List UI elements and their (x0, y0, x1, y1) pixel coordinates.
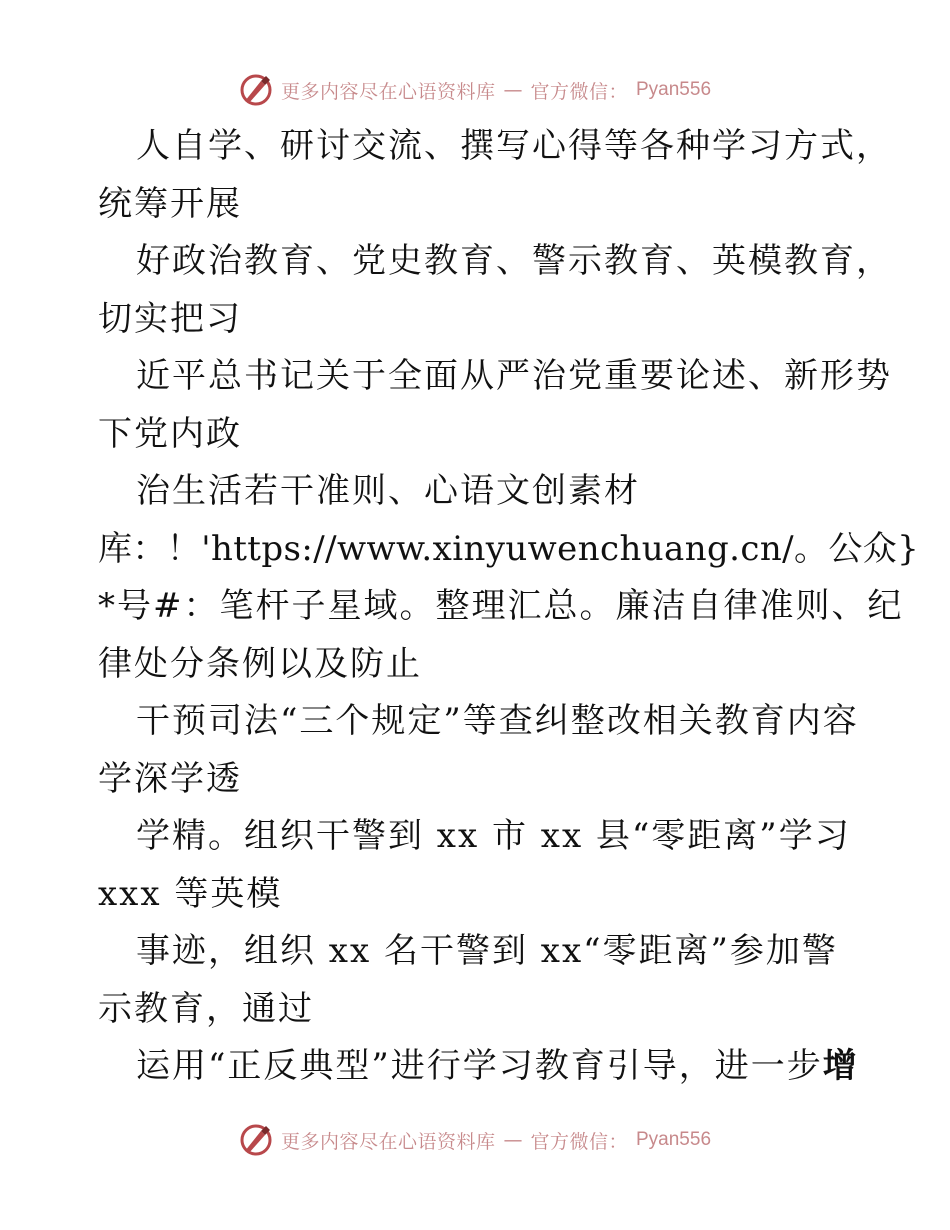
body-line: 干预司法“三个规定”等查纠整改相关教育内容 (136, 701, 859, 741)
watermark-text: 更多内容尽在心语资料库 (280, 80, 496, 103)
watermark-label: 官方微信： (530, 80, 628, 103)
watermark-id: Pyan556 (636, 79, 712, 100)
watermark-id: Pyan556 (636, 1129, 712, 1150)
body-line: 事迹，组织 xx 名干警到 xx“零距离”参加警 (136, 931, 838, 971)
watermark-text: 更多内容尽在心语资料库 (280, 1130, 496, 1153)
watermark-label: 官方微信： (530, 1130, 628, 1153)
body-line: 好政治教育、党史教育、警示教育、英模教育， (136, 241, 892, 281)
body-line: 学精。组织干警到 xx 市 xx 县“零距离”学习 (136, 816, 851, 856)
body-line: 示教育，通过 (98, 988, 314, 1029)
body-line: 下党内政 (98, 413, 242, 454)
body-line: 治生活若干准则、心语文创素材 (136, 471, 640, 511)
body-line-url: 库：！'https://www.xinyuwenchuang.cn/。公众} (98, 528, 920, 569)
body-line: 律处分条例以及防止 (98, 643, 422, 684)
body-line: *号#：笔杆子星域。整理汇总。廉洁自律准则、纪 (98, 586, 904, 626)
body-line: 切实把习 (98, 298, 242, 339)
body-line: 运用“正反典型”进行学习教育引导，进一步增 (136, 1046, 859, 1086)
body-line: 学深学透 (98, 758, 242, 799)
watermark-separator: — (503, 79, 523, 101)
pen-logo-icon (239, 1123, 273, 1157)
watermark-separator: — (503, 1129, 523, 1151)
trailing-char: 增 (822, 1046, 859, 1086)
body-line: 近平总书记关于全面从严治党重要论述、新形势 (136, 356, 892, 396)
header-watermark (0, 72, 950, 108)
body-line: 人自学、研讨交流、撰写心得等各种学习方式， (136, 126, 892, 166)
body-line: xxx 等英模 (98, 873, 283, 914)
footer-watermark (0, 1122, 950, 1158)
pen-logo-icon (239, 73, 273, 107)
body-line: 统筹开展 (98, 183, 242, 224)
document-body (98, 118, 920, 1096)
